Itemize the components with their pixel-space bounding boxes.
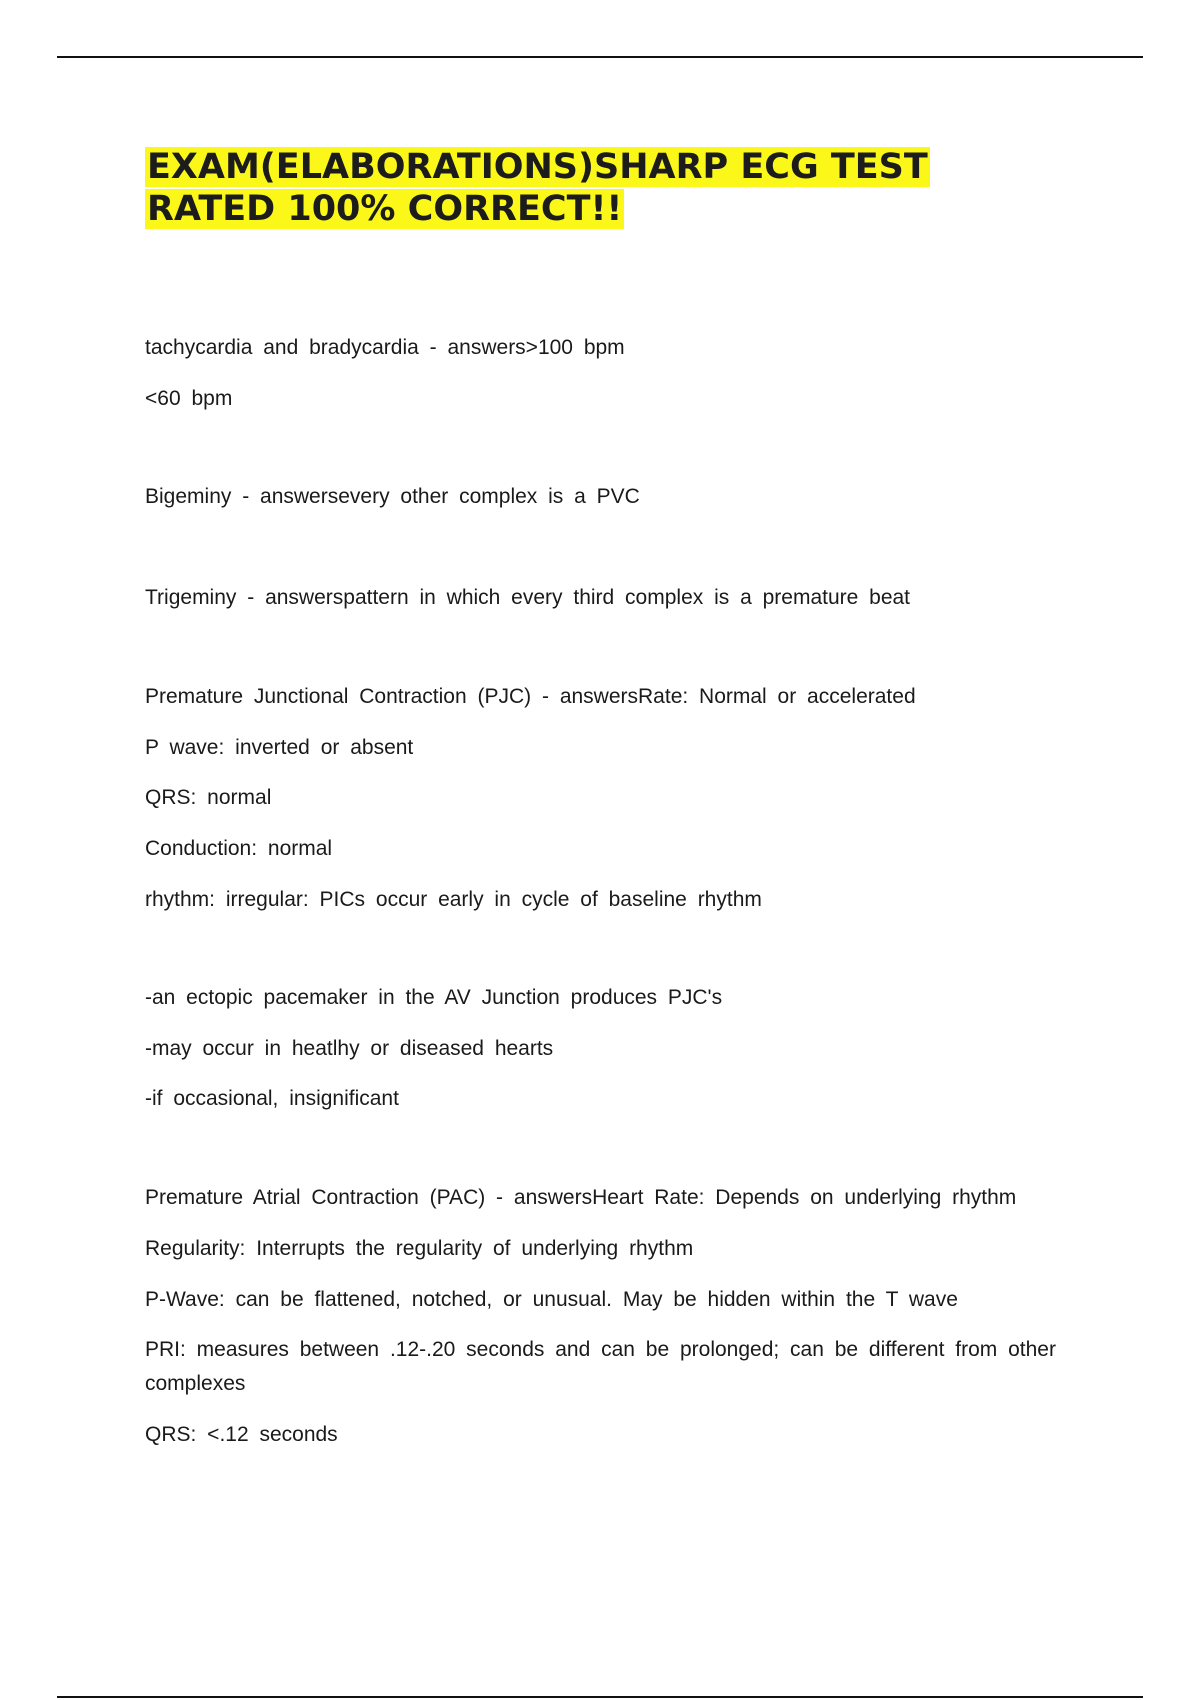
document-title xyxy=(145,146,1045,230)
body-line-13: Premature Atrial Contraction (PAC) - answersHeart Rate: Depends on underlying rhythm xyxy=(145,1186,1017,1209)
body-line-7: QRS: normal xyxy=(145,786,272,809)
body-line-4: Trigeminy - answerspattern in which every third complex is a premature beat xyxy=(145,586,911,609)
body-line-17: QRS: <.12 seconds xyxy=(145,1423,338,1446)
body-line-9: rhythm: irregular: PICs occur early in cycle of baseline rhythm xyxy=(145,888,762,911)
top-rule xyxy=(57,56,1143,58)
body-line-1: tachycardia and bradycardia - answers>100 bpm xyxy=(145,336,625,359)
body-line-3: Bigeminy - answersevery other complex is a PVC xyxy=(145,485,640,508)
body-line-8: Conduction: normal xyxy=(145,837,333,860)
body-line-6: P wave: inverted or absent xyxy=(145,736,414,759)
title-highlight: EXAM(ELABORATIONS)SHARP ECG TEST RATED 100% CORRECT!! xyxy=(147,147,928,229)
body-line-12: -if occasional, insignificant xyxy=(145,1087,399,1110)
body-line-14: Regularity: Interrupts the regularity of underlying rhythm xyxy=(145,1237,694,1260)
body-line-2: <60 bpm xyxy=(145,387,233,410)
body-line-10: -an ectopic pacemaker in the AV Junction produces PJC's xyxy=(145,986,723,1009)
body-line-15: P-Wave: can be flattened, notched, or unusual. May be hidden within the T wave xyxy=(145,1288,958,1311)
body-line-5: Premature Junctional Contraction (PJC) - answersRate: Normal or accelerated xyxy=(145,685,916,708)
body-line-11: -may occur in heatlhy or diseased hearts xyxy=(145,1037,554,1060)
body-line-16: PRI: measures between .12-.20 seconds and can be prolonged; can be different from other complexes xyxy=(145,1338,1056,1395)
bottom-rule xyxy=(57,1696,1143,1698)
